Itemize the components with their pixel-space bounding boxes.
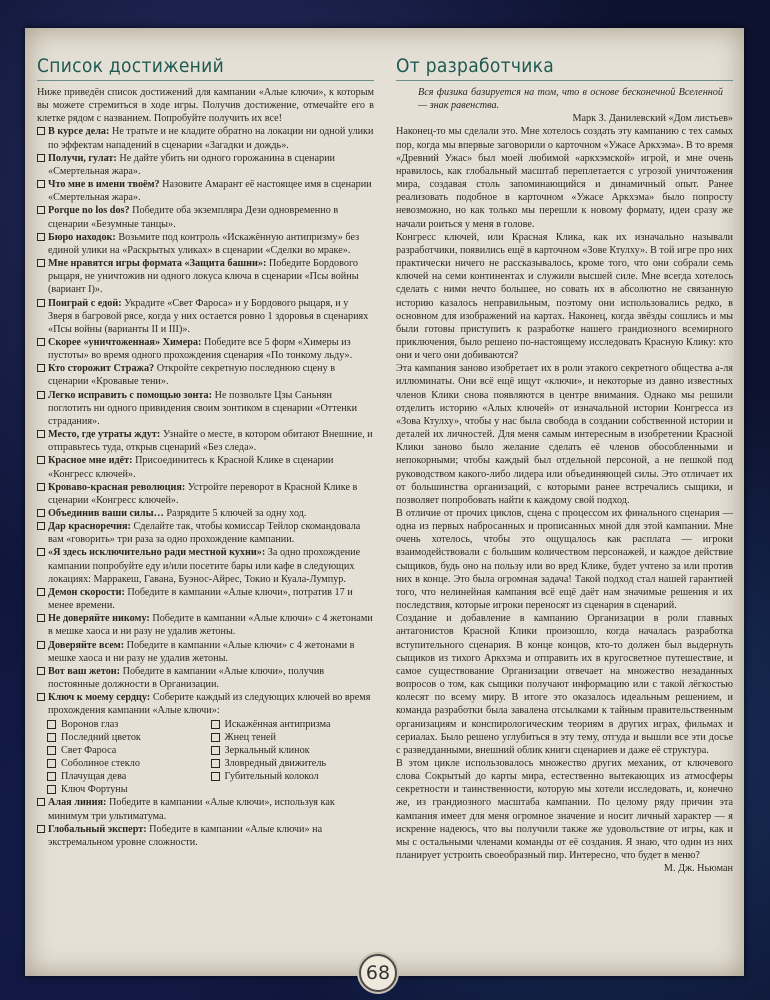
achievement-title: Объединив ваши силы… <box>48 508 164 519</box>
achievement-title: Глобальный эксперт: <box>48 823 147 835</box>
achievement-text: Откройте секретную последнюю сцену в сценарии «Кровавые тени». <box>48 363 336 388</box>
achievement-title: Демон скорости: <box>48 586 125 598</box>
achievement-text: Победите в кампании «Алые ключи», получив постоянные должности в Организации. <box>48 665 325 691</box>
developer-column <box>396 54 733 875</box>
achievement-item <box>37 389 374 428</box>
key-item <box>47 718 211 731</box>
achievement-title: Доверяйте всем: <box>48 639 125 651</box>
developer-paragraph: В отличие от прочих циклов, сцена с процессом их финального сценария — одна из первых набросанных и прописанных мной для этой кампании. Мне очень хотелось, чтобы это ощущалось как расплата — игроки взаимодействовали с большим количеством персонажей, и каждое действие сыщиков, будь оно на пользу или во вред Клике, будет учтено за или против них в конце. Это была огромная задача! Такой подход стал нашей гарантией того, что нелинейная кампания всё ещё даёт нам значимые решения и их последствия, которые игроки переносят из сценария в сценарий. <box>396 508 733 612</box>
checkbox[interactable] <box>37 430 45 438</box>
checkbox[interactable] <box>37 667 45 675</box>
checkbox[interactable] <box>37 522 45 530</box>
achievement-item <box>37 204 374 230</box>
achievement-text: Не позвольте Цзы Саньнян поглотить ни одного привидения своим зонтиком в сценарии «Оттенки страдания». <box>48 389 358 427</box>
developer-paragraph: Конгресс ключей, или Красная Клика, как их изначально называли разработчики, появились ещё в карточном «Зове Ктулху». В той игре про них практически ничего не рассказывалось, кроме того, что они собрали семь ключей на семи континентах и служили высшей силе. Мне всегда хотелось сделать с ними нечто большее, но совать их в абсолютно не связанную историю казалось неправильным, поэтому они использовались редко, в основном для изображений на картах. Наконец, когда звёзды сошлись и мы были готовы приступить к разработке нашего грандиозного всемирного приключения, было решено по-настоящему исследовать Красную Клику: кто они и чего они добиваются? <box>396 231 733 362</box>
developer-paragraph: В этом цикле использовалось множество других механик, от ключевого слова Сокрытый до карты мира, естественно вытекающих из атмосферы секретности и таинственности, которую мы хотели исследовать, и, конечно же, из грандиозного масштаба кампании. По целому ряду причин эта кампания имеет для меня огромное значение и носит личный характер — я искренне надеюсь, что вы получили также же удовольствие от игры, как и мы с остальными членами команды от её создания. Я знаю, что один из них планирует устроить своеобразный пир. Интересно, что будет в меню? <box>396 757 733 862</box>
achievement-title: Скорее «уничтоженная» Химера: <box>48 336 202 348</box>
achievement-item <box>37 507 374 520</box>
checkbox[interactable] <box>37 509 45 517</box>
key-item <box>47 731 211 744</box>
achievement-title: Место, где утраты ждут: <box>48 429 161 441</box>
checkbox[interactable] <box>37 825 45 833</box>
achievement-item <box>37 481 374 507</box>
checkbox[interactable] <box>47 785 56 794</box>
achievement-title: Красное мне идёт: <box>48 455 133 467</box>
extra-achievements-list <box>37 796 374 849</box>
achievement-text: Не тратьте и не кладите обратно на локации ни одной улики по эффектам нападений в сценарии «Загадки и дождь». <box>48 126 374 151</box>
achievement-title: Получи, гулат: <box>48 152 117 164</box>
key-label: Плачущая дева <box>61 771 127 783</box>
achievement-item <box>37 796 374 822</box>
achievement-item <box>37 691 374 717</box>
checkbox[interactable] <box>211 720 220 729</box>
achievement-item <box>37 586 374 612</box>
achievement-text: Победите в кампании «Алые ключи» на экстремальном уровне сложности. <box>48 823 323 848</box>
checkbox[interactable] <box>37 338 45 346</box>
checkbox[interactable] <box>37 614 45 622</box>
achievement-title: Мне нравятся игры формата «Защита башни»: <box>48 258 267 270</box>
checkbox[interactable] <box>47 733 56 742</box>
checkbox[interactable] <box>47 746 56 755</box>
achievement-title: Поиграй с едой: <box>48 297 122 309</box>
achievement-title: Ключ к моему сердцу: <box>48 692 151 704</box>
checkbox[interactable] <box>37 588 45 596</box>
checkbox[interactable] <box>211 759 220 768</box>
achievement-item <box>37 231 374 257</box>
achievement-item <box>37 546 374 585</box>
achievement-item <box>37 428 374 454</box>
achievement-title: Легко исправить с помощью зонта: <box>48 389 213 401</box>
key-label: Соболиное стекло <box>61 757 140 769</box>
achievement-text: Победите Бордового рыцаря, не уничтожив ни одного локуса ключа в сценарии «Псы войны (вариант I)». <box>48 258 359 296</box>
developer-text <box>396 125 733 862</box>
achievement-item <box>37 297 374 336</box>
checkbox[interactable] <box>37 483 45 491</box>
achievement-title: Вот ваш жетон: <box>48 665 121 677</box>
achievement-text: За одно прохождение кампании попробуйте еду и/или посетите бары или кафе в следующих локациях: Марракеш, Гавана, Буэнос-Айрес, Токио и Куала-Лумпур. <box>48 547 361 585</box>
key-item <box>47 783 211 796</box>
checkbox[interactable] <box>37 456 45 464</box>
achievement-text: Присоединитесь к Красной Клике в сценарии «Конгресс ключей». <box>48 455 334 480</box>
key-label: Последний цветок <box>61 731 141 743</box>
achievement-item <box>37 178 374 204</box>
achievement-text: Назовите Амарант её настоящее имя в сценарии «Смертельная жара». <box>48 179 372 204</box>
achievement-title: Алая линия: <box>48 797 107 809</box>
achievement-text: Победите в кампании «Алые ключи» с 4 жетонами в мешке хаоса и ни разу не удалив жетоны. <box>48 639 355 664</box>
achievement-title: Кроваво-красная революция: <box>48 481 186 493</box>
checkbox[interactable] <box>37 641 45 649</box>
achievement-item <box>37 125 374 151</box>
checkbox[interactable] <box>47 759 56 768</box>
key-item <box>47 770 211 783</box>
achievement-text: Возьмите под контроль «Искажённую антипризму» без единой улики на «Раскрытых уликах» в сценарии «Сделки во мраке». <box>48 231 360 256</box>
achievement-item <box>37 257 374 296</box>
signature: М. Дж. Ньюман <box>663 863 733 875</box>
achievement-title: Что мне в имени твоём? <box>48 179 160 191</box>
keys-list <box>37 718 374 797</box>
checkbox[interactable] <box>47 772 56 781</box>
page-number: 68 <box>359 954 397 992</box>
achievement-item <box>37 639 374 665</box>
achievement-text: Победите оба экземпляра Дези одновременно в сценарии «Безумные танцы». <box>48 205 339 230</box>
achievement-text: Узнайте о месте, в котором обитают Внешние, и отправьтесь туда, открыв сценарий «Без следа». <box>48 429 373 454</box>
achievement-title: Дар красноречия: <box>48 521 131 533</box>
key-label: Воронов глаз <box>61 718 119 730</box>
key-label: Зловредный движитель <box>224 757 327 769</box>
achievement-title: Porque no los dos? <box>48 205 130 217</box>
achievement-title: Не доверяйте никому: <box>48 613 150 625</box>
checkbox[interactable] <box>37 364 45 372</box>
checkbox[interactable] <box>37 180 45 188</box>
key-item <box>211 757 375 770</box>
key-item <box>211 731 375 744</box>
achievement-text: Победите в кампании «Алые ключи» с 4 жетонами в мешке хаоса и ни разу не удалив жетоны. <box>48 613 373 638</box>
key-label: Губительный колокол <box>224 771 319 783</box>
checkbox[interactable] <box>37 127 45 135</box>
achievements-intro: Ниже приведён список достижений для кампании «Алые ключи», к которым вы можете стремиться в ходе игры. Получив достижение, отмечайте его в клетке рядом с названием. Попробуйте получить их все! <box>37 87 374 125</box>
checkbox[interactable] <box>37 154 45 162</box>
achievement-title: «Я здесь исключительно ради местной кухни»: <box>48 547 266 559</box>
achievement-text: Укрaдите «Свет Фароса» и у Бордового рыцаря, и у Зверя в багровой рясе, когда у них остается ровно 1 здоровья в сценариях «Псы войны (варианты II и III)». <box>48 297 369 335</box>
checkbox[interactable] <box>47 720 56 729</box>
key-label: Ключ Фортуны <box>61 784 128 796</box>
checkbox[interactable] <box>37 798 45 806</box>
key-label: Свет Фароса <box>61 744 117 756</box>
page <box>25 28 744 976</box>
checkbox[interactable] <box>37 693 45 701</box>
checkbox[interactable] <box>37 259 45 267</box>
achievement-title: В курсе дела: <box>48 126 110 138</box>
achievement-text: Победите в кампании «Алые ключи», используя как минимум три ультиматума. <box>48 797 335 822</box>
achievement-text: Разрядите 5 ключей за одну ход. <box>166 508 307 519</box>
achievement-title: Кто сторожит Стража? <box>48 363 155 375</box>
achievement-item <box>37 823 374 849</box>
achievement-text: Соберите каждый из следующих ключей во время прохождения кампании «Алые ключи»: <box>48 692 371 717</box>
achievement-item <box>37 612 374 638</box>
achievement-item <box>37 665 374 691</box>
achievement-text: Устройте переворот в Красной Клике в сценарии «Конгресс ключей». <box>48 481 358 506</box>
checkbox[interactable] <box>211 733 220 742</box>
achievements-list <box>37 125 374 691</box>
developer-paragraph: Эта кампания заново изобретает их в роли этакого секретного общества а-ля иллюминаты. Они всё ещё ищут «ключи», и некоторые из давно известных членов Клики снова появляются в центре внимания. Однако мы решили отделить историю «Алых ключей» от изначальной истории Конгресса из «Зова Ктулху», чтобы у нас была свобода в создании собственной истории и деталей их личностей. Для меня самым интересным в изобретении Красной Клики заново было желание сделать её членов обособленными и непокорными; чтобы каждый был отдельной персоной, а не пешкой под руководством какого-либо лидера или объединяющей силы. Это отличает их от большинства организаций, с которыми ранее встречались сыщики, и позволяет попробовать найти к каждому свой подход. <box>396 363 733 506</box>
epigraph-author: Марк З. Данилевский «Дом листьев» <box>572 113 733 125</box>
key-label: Жнец теней <box>224 731 276 743</box>
achievement-text: Сделайте так, чтобы комиссар Тейлор скомандовала вам «говорить» три раза за одно прохождение кампании. <box>48 521 361 546</box>
checkbox[interactable] <box>211 772 220 781</box>
achievement-item <box>37 454 374 480</box>
key-label: Зеркальный клинок <box>224 744 310 756</box>
achievements-column <box>37 54 374 849</box>
checkbox[interactable] <box>37 233 45 241</box>
achievement-item <box>37 336 374 362</box>
achievement-item <box>37 152 374 178</box>
checkbox[interactable] <box>211 746 220 755</box>
achievements-heading: Список достижений <box>37 54 374 81</box>
achievement-item <box>37 520 374 546</box>
checkbox[interactable] <box>37 391 45 399</box>
achievement-text: Победите все 5 форм «Химеры из пустоты» во время одного прохождения сценария «По тонкому льду». <box>48 336 353 362</box>
developer-heading: От разработчика <box>396 54 733 81</box>
achievement-text: Не дайте убить ни одного горожанина в сценарии «Смертельная жара». <box>48 152 336 177</box>
checkbox[interactable] <box>37 548 45 556</box>
key-item <box>47 744 211 757</box>
checkbox[interactable] <box>37 299 45 307</box>
checkbox[interactable] <box>37 206 45 214</box>
developer-paragraph: Наконец-то мы сделали это. Мне хотелось создать эту кампанию с тех самых пор, когда мы впервые заговорили о карточном «Ужасе Аркхэма». В то время «Древний Ужас» был моей любимой «аркхэмской» игрой, и мне очень нравилось, как глобальный масштаб переплетается с угрозой уничтожения мира, создавая столь запоминающийся и динамичный опыт. Ранее реализовать подобное в карточном «Ужасе Аркхэма» было попросту невозможно, но как только мы перешли к новому формату, идеи сразу же начали роиться у меня в голове. <box>396 126 733 230</box>
key-item <box>211 770 375 783</box>
key-item <box>211 744 375 757</box>
epigraph: Вся физика базируется на том, что в основе бесконечной Вселенной — знак равенства. <box>418 87 723 112</box>
key-item <box>47 757 211 770</box>
achievement-title: Бюро находок: <box>48 231 116 243</box>
achievement-item <box>37 362 374 388</box>
key-item <box>211 718 375 731</box>
achievement-text: Победите в кампании «Алые ключи», потратив 17 и менее времени. <box>48 586 353 612</box>
developer-paragraph: Создание и добавление в кампанию Организации в роли главных антагонистов Красной Клики произошло, когда началась разработка вступительного сценария. В конце концов, кто-то должен был выдернуть сыщиков из тихого Аркхэма и отправить их в кругосветное путешествие, и самое существование Организации отвечает на множество незаданных вопросов о том, как сыщики получают информацию или с такой лёгкостью колесят по всему миру. В итоге это оказалось идеальным решением, и команда разработки была завалена отсылками к тайным правительственным организациям и конспирологическим теориям в других играх, фильмах и сериалах. Было решено углубиться в эту тему, отгуда и вышли все эти досье с разведданными, внешний облик книги сценариев и даже её структура. <box>396 613 733 756</box>
key-label: Искажённая антипризма <box>224 718 331 730</box>
